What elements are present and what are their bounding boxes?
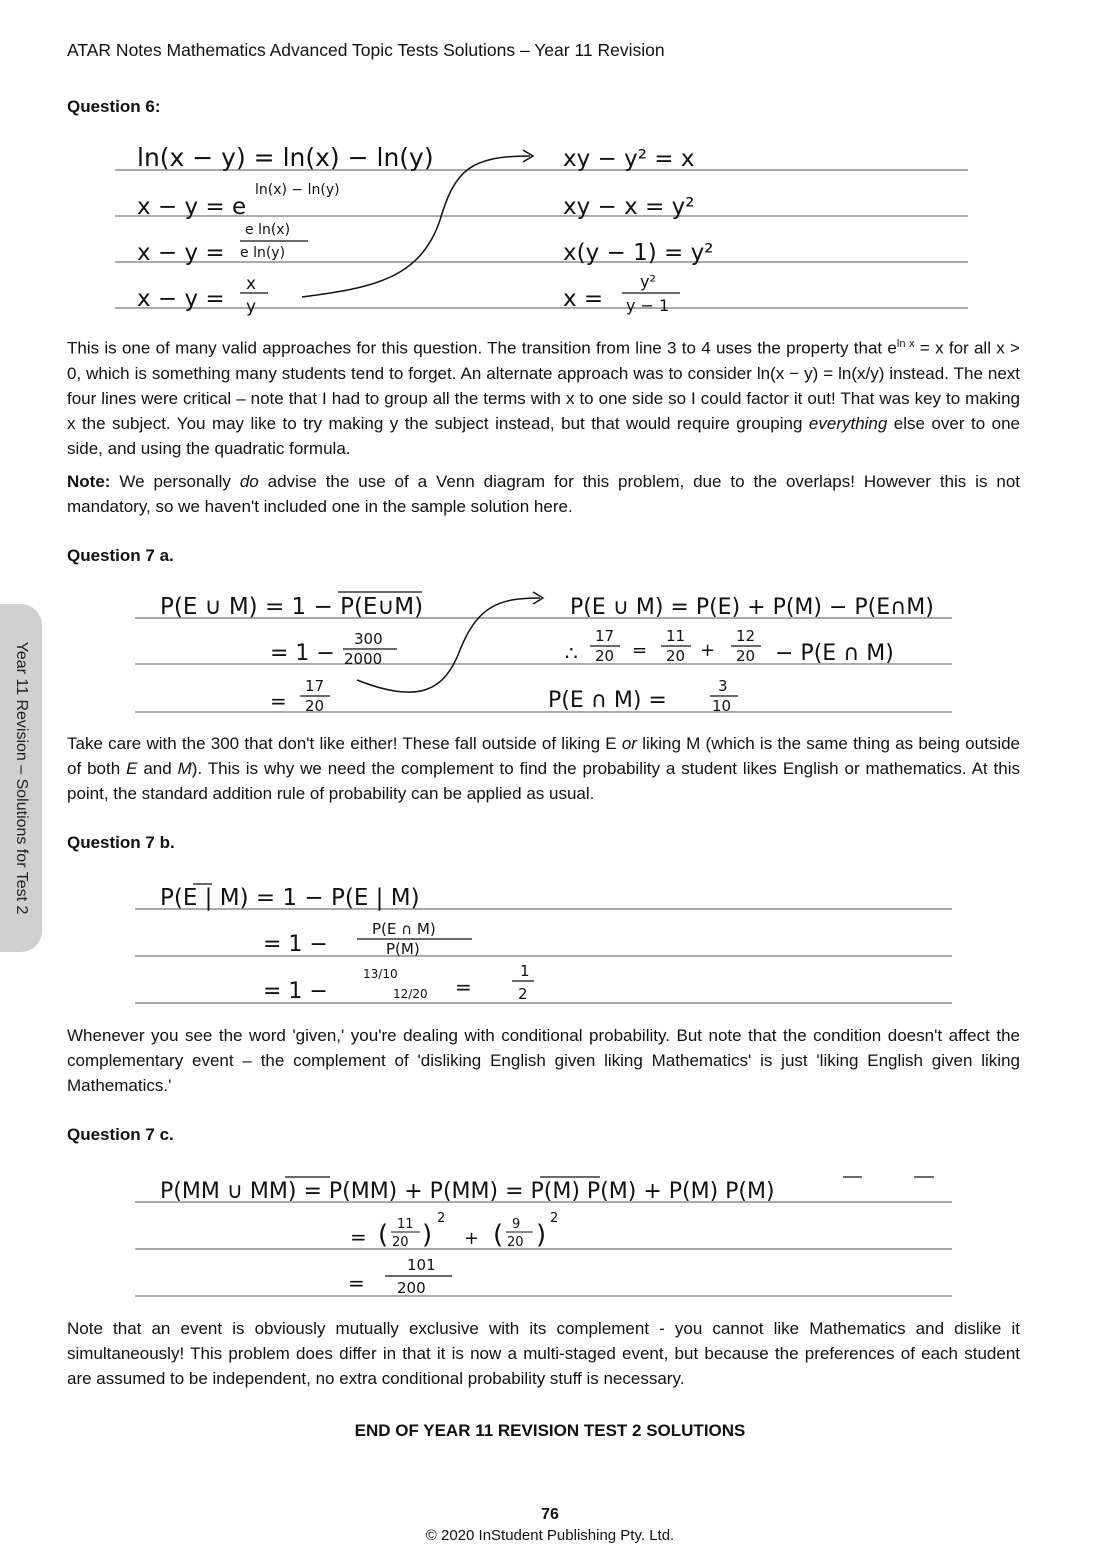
q7c-t1-num: 11: [397, 1217, 414, 1232]
q7a-r2-b-num: 11: [666, 627, 686, 645]
q7c-explanation: Note that an event is obviously mutually exclusive with its complement - you cannot like Mathematics and dislike it simultaneously! This problem does differ in that it is now a multi-staged event, but because the preferences of each student are assumed to be independent, no extra conditional probability stuff is necessary.: [67, 1319, 1020, 1388]
q7c-t1-open: (: [378, 1220, 389, 1250]
q7b-frac-2-den: P(M): [386, 940, 420, 958]
q7a-r3-den: 10: [712, 697, 732, 715]
q7c-t1-close: ): [422, 1220, 433, 1250]
q7b-line-3: = 1 −: [263, 979, 328, 1004]
q7a-r2-c-den: 20: [736, 647, 756, 665]
question-7c-heading: Question 7 c.: [67, 1125, 174, 1144]
q7a-r3-num: 3: [718, 677, 728, 695]
q7a-left-line-2: = 1 −: [270, 641, 335, 666]
q6-left-line-4: x − y =: [137, 286, 225, 312]
q6-left-line-1: ln(x − y) = ln(x) − ln(y): [137, 143, 434, 172]
q7a-r2-a-den: 20: [595, 647, 615, 665]
q6-left-line-3: x − y =: [137, 240, 225, 266]
q7b-frac-3-den: 12/20: [393, 987, 428, 1001]
q7a-right-therefore: ∴: [565, 641, 578, 665]
q7b-frac-2-num: P(E ∩ M): [372, 920, 436, 938]
question-7a-heading: Question 7 a.: [67, 546, 174, 565]
q7a-frac-3-den: 20: [305, 697, 325, 715]
question-7b-heading: Question 7 b.: [67, 833, 175, 852]
q7b-line-1: P(E | M) = 1 − P(E | M): [160, 885, 420, 911]
q7c-line-2-eq: =: [350, 1225, 367, 1249]
q7a-r2-b-den: 20: [666, 647, 686, 665]
running-header: ATAR Notes Mathematics Advanced Topic Tests Solutions – Year 11 Revision: [67, 40, 665, 60]
q7b-explanation: Whenever you see the word 'given,' you're dealing with conditional probability. But note that the condition doesn't affect the complementary event – the complement of 'disliking English given liking Mathematics' is just 'liking English given liking Mathematics.': [67, 1026, 1020, 1095]
question-6-heading: Question 6:: [67, 97, 161, 116]
q7a-r2-tail: − P(E ∩ M): [775, 641, 894, 666]
q6-exp-line-2: ln(x) − ln(y): [255, 182, 340, 198]
q7b-frac-4-den: 2: [518, 985, 528, 1003]
q7a-r2-eq: =: [632, 640, 648, 661]
q7c-t2-num: 9: [512, 1217, 521, 1232]
q6-right-line-4: x =: [563, 286, 604, 312]
copyright: © 2020 InStudent Publishing Pty. Ltd.: [425, 1527, 675, 1544]
q6-right-line-1: xy − y² = x: [563, 146, 695, 172]
q7c-t1-exp: 2: [437, 1211, 446, 1226]
q7c-t2-open: (: [493, 1220, 504, 1250]
side-tab-label: Year 11 Revision – Solutions for Test 2: [13, 641, 30, 915]
q7c-t2-close: ): [536, 1220, 547, 1250]
q6-left-line-2: x − y = e: [137, 194, 247, 220]
q7a-left-line-1: P(E ∪ M) = 1 − P(E∪M): [160, 594, 424, 620]
q7c-frac-3-den: 200: [397, 1279, 426, 1297]
q7a-r2-plus: +: [700, 640, 716, 661]
q6-right-line-3: x(y − 1) = y²: [563, 240, 714, 266]
q7a-frac-3-num: 17: [305, 677, 325, 695]
page-number: 76: [541, 1506, 559, 1523]
q6-frac-4-den: y: [246, 297, 257, 317]
q7a-frac-2-den: 2000: [344, 650, 383, 668]
q6-frac-4-num: x: [246, 274, 257, 294]
q6-note: Note: We personally do advise the use of a Venn diagram for this problem, due to the overlaps! However this is not mandatory, so we haven't included one in the sample solution here.: [67, 472, 1020, 516]
q7a-right-line-3: P(E ∩ M) =: [548, 688, 667, 713]
q7c-line-1: P(MM ∪ MM) = P(MM) + P(MM) = P(M) P(M) + P(M) P(M): [160, 1179, 775, 1204]
q6-frac-3-num: e ln(x): [245, 222, 291, 238]
q7b-frac-3-num: 13/10: [363, 967, 398, 981]
q7a-r2-c-num: 12: [736, 627, 756, 645]
q7b-frac-4-num: 1: [520, 962, 530, 980]
q7a-right-line-1: P(E ∪ M) = P(E) + P(M) − P(E∩M): [570, 595, 934, 620]
q7c-t1-den: 20: [392, 1235, 409, 1250]
q6-frac-3-den: e ln(y): [240, 245, 286, 261]
q7c-line-3-eq: =: [348, 1271, 365, 1295]
q6-explanation: This is one of many valid approaches for this question. The transition from line 3 to 4 uses the property that $e^{ln x} = x$ for all x > 0, which is something many students tend to forget. An alternate approach was to consider ln(x − y) = ln(x/y) instead. The next four lines were critical – note that I had to group all the terms with x to one side so I could factor it out! That was key to making x the subject. You may like to try making y the subject instead, but that would require grouping everything else over to one side, and using the quadratic formula.: [67, 338, 1020, 458]
q7a-frac-2-num: 300: [354, 630, 383, 648]
q7c-t2-exp: 2: [550, 1211, 559, 1226]
q6-right-line-2: xy − x = y²: [563, 194, 695, 220]
q7a-r2-a-num: 17: [595, 627, 615, 645]
q7c-line-2-plus: +: [464, 1228, 480, 1249]
end-of-solutions: END OF YEAR 11 REVISION TEST 2 SOLUTIONS: [354, 1421, 746, 1440]
q7a-left-line-3: =: [270, 689, 287, 713]
q7b-line-4: =: [455, 975, 472, 999]
q7c-t2-den: 20: [507, 1235, 524, 1250]
q6-frac-r4-num: y²: [640, 272, 656, 291]
q7a-explanation: Take care with the 300 that don't like either! These fall outside of liking E or liking M (which is the same thing as being outside of both E and M). This is why we need the complement to find the probability a student likes English or mathematics. At this point, the standard addition rule of probability can be applied as usual.: [67, 734, 1020, 803]
q6-frac-r4-den: y − 1: [626, 296, 670, 315]
q7b-line-2: = 1 −: [263, 932, 328, 957]
q7c-frac-3-num: 101: [407, 1256, 436, 1274]
